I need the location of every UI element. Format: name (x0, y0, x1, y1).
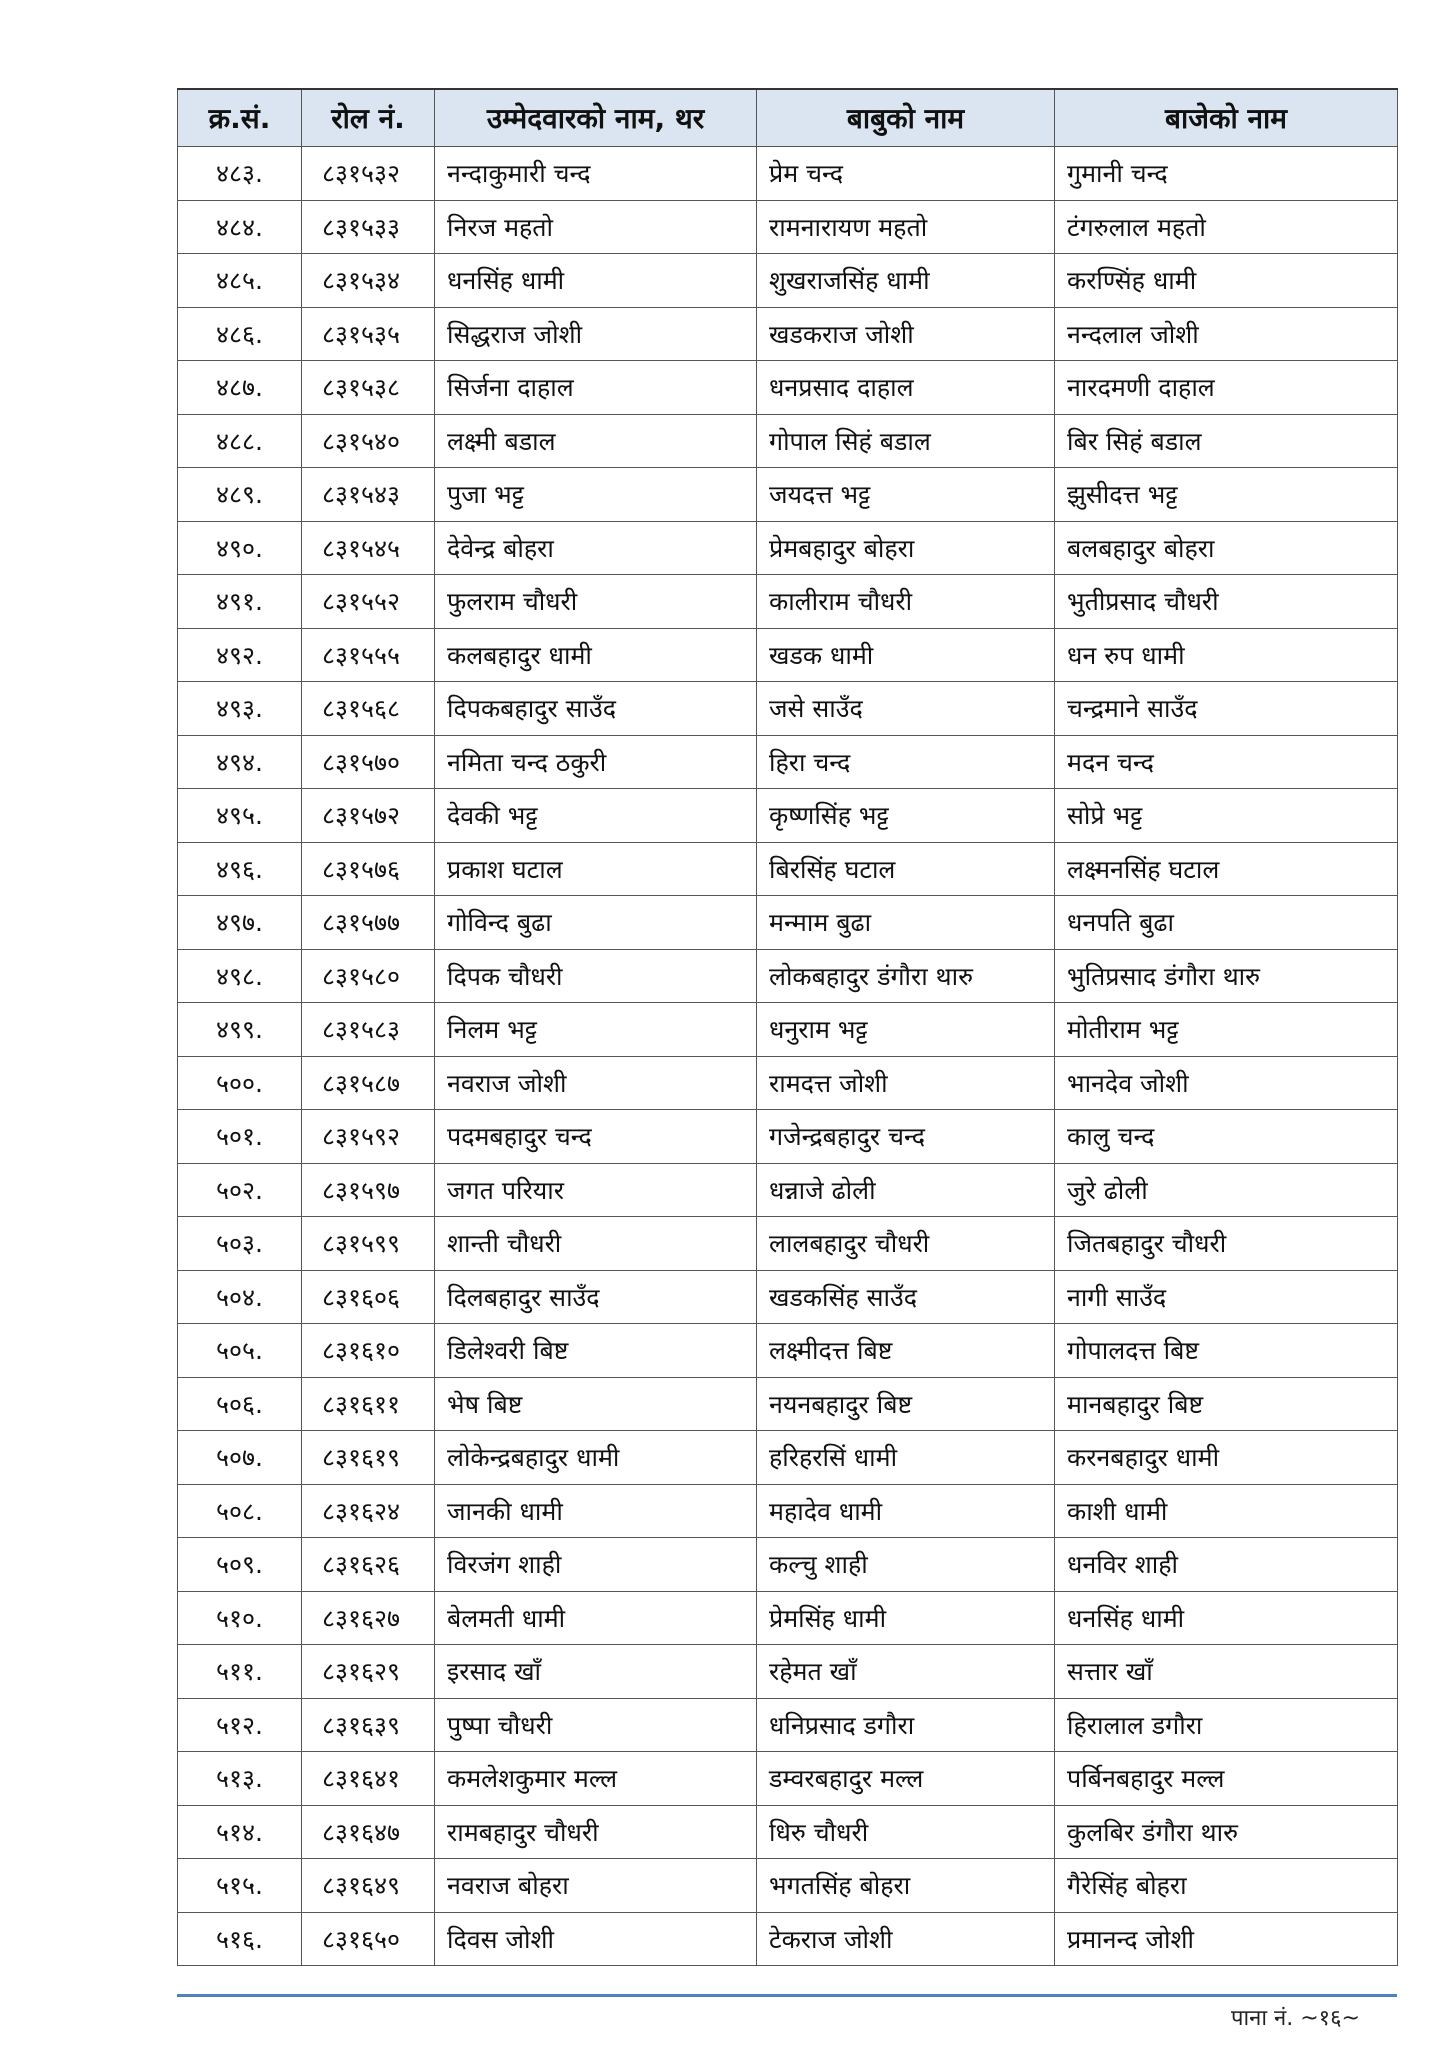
grandfather-name-cell: करण्सिंह धामी (1055, 254, 1398, 308)
father-name-cell: टेकराज जोशी (757, 1912, 1055, 1966)
grandfather-name-cell: जुरे ढोली (1055, 1163, 1398, 1217)
serial-number-cell: ४८५. (178, 254, 302, 308)
roll-number-cell: ८३१६२७ (302, 1591, 435, 1645)
serial-number-cell: ४९९. (178, 1003, 302, 1057)
candidate-name-cell: कमलेशकुमार मल्ल (435, 1752, 757, 1806)
grandfather-name-cell: गोपालदत्त बिष्ट (1055, 1324, 1398, 1378)
table-row (178, 147, 1398, 201)
header-roll-number: रोल नं. (302, 89, 435, 147)
roll-number-cell: ८३१५९९ (302, 1217, 435, 1271)
grandfather-name-cell: भानदेव जोशी (1055, 1056, 1398, 1110)
grandfather-name-cell: लक्ष्मनसिंह घटाल (1055, 842, 1398, 896)
roll-number-cell: ८३१६०६ (302, 1270, 435, 1324)
roll-number-cell: ८३१६२९ (302, 1645, 435, 1699)
serial-number-cell: ५१६. (178, 1912, 302, 1966)
serial-number-cell: ५१०. (178, 1591, 302, 1645)
candidate-name-cell: नवराज बोहरा (435, 1859, 757, 1913)
serial-number-cell: ५११. (178, 1645, 302, 1699)
roll-number-cell: ८३१६१९ (302, 1431, 435, 1485)
table-row (178, 361, 1398, 415)
grandfather-name-cell: भुतिप्रसाद डंगौरा थारु (1055, 949, 1398, 1003)
grandfather-name-cell: प्रमानन्द जोशी (1055, 1912, 1398, 1966)
father-name-cell: लोकबहादुर डंगौरा थारु (757, 949, 1055, 1003)
grandfather-name-cell: नन्दलाल जोशी (1055, 307, 1398, 361)
candidate-name-cell: दिवस जोशी (435, 1912, 757, 1966)
table-row (178, 1484, 1398, 1538)
table-row (178, 468, 1398, 522)
grandfather-name-cell: भुतीप्रसाद चौधरी (1055, 575, 1398, 629)
father-name-cell: कृष्णसिंह भट्ट (757, 789, 1055, 843)
father-name-cell: भगतसिंह बोहरा (757, 1859, 1055, 1913)
candidate-list-table (177, 88, 1398, 1966)
table-header (178, 89, 1398, 147)
roll-number-cell: ८३१५९७ (302, 1163, 435, 1217)
table-row (178, 1645, 1398, 1699)
grandfather-name-cell: धन रुप धामी (1055, 628, 1398, 682)
candidate-name-cell: कलबहादुर धामी (435, 628, 757, 682)
roll-number-cell: ८३१६४१ (302, 1752, 435, 1806)
table-row (178, 735, 1398, 789)
grandfather-name-cell: सत्तार खाँ (1055, 1645, 1398, 1699)
roll-number-cell: ८३१५३४ (302, 254, 435, 308)
table-row (178, 521, 1398, 575)
father-name-cell: रहेमत खाँ (757, 1645, 1055, 1699)
candidate-name-cell: दिपक चौधरी (435, 949, 757, 1003)
serial-number-cell: ५०८. (178, 1484, 302, 1538)
father-name-cell: जसे साउँद (757, 682, 1055, 736)
roll-number-cell: ८३१६११ (302, 1377, 435, 1431)
table-row (178, 307, 1398, 361)
roll-number-cell: ८३१६३९ (302, 1698, 435, 1752)
father-name-cell: लालबहादुर चौधरी (757, 1217, 1055, 1271)
table-row (178, 1859, 1398, 1913)
header-father-name: बाबुको नाम (757, 89, 1055, 147)
candidate-name-cell: देवकी भट्ट (435, 789, 757, 843)
father-name-cell: महादेव धामी (757, 1484, 1055, 1538)
roll-number-cell: ८३१५३५ (302, 307, 435, 361)
serial-number-cell: ४९२. (178, 628, 302, 682)
candidate-name-cell: बेलमती धामी (435, 1591, 757, 1645)
roll-number-cell: ८३१५४३ (302, 468, 435, 522)
candidate-name-cell: धनसिंह धामी (435, 254, 757, 308)
roll-number-cell: ८३१५४० (302, 414, 435, 468)
serial-number-cell: ४८६. (178, 307, 302, 361)
roll-number-cell: ८३१५८३ (302, 1003, 435, 1057)
father-name-cell: खडकराज जोशी (757, 307, 1055, 361)
table-row (178, 1591, 1398, 1645)
serial-number-cell: ४८९. (178, 468, 302, 522)
table-row (178, 1324, 1398, 1378)
father-name-cell: रामनारायण महतो (757, 200, 1055, 254)
grandfather-name-cell: सोप्रे भट्ट (1055, 789, 1398, 843)
candidate-name-cell: डिलेश्वरी बिष्ट (435, 1324, 757, 1378)
father-name-cell: बिरसिंह घटाल (757, 842, 1055, 896)
table-row (178, 896, 1398, 950)
serial-number-cell: ५१२. (178, 1698, 302, 1752)
serial-number-cell: ४८३. (178, 147, 302, 201)
table-row (178, 789, 1398, 843)
roll-number-cell: ८३१६४७ (302, 1805, 435, 1859)
father-name-cell: प्रेम चन्द (757, 147, 1055, 201)
father-name-cell: हिरा चन्द (757, 735, 1055, 789)
grandfather-name-cell: बलबहादुर बोहरा (1055, 521, 1398, 575)
roll-number-cell: ८३१५३३ (302, 200, 435, 254)
grandfather-name-cell: काशी धामी (1055, 1484, 1398, 1538)
grandfather-name-cell: धनविर शाही (1055, 1538, 1398, 1592)
father-name-cell: धिरु चौधरी (757, 1805, 1055, 1859)
grandfather-name-cell: कुलबिर डंगौरा थारु (1055, 1805, 1398, 1859)
grandfather-name-cell: जितबहादुर चौधरी (1055, 1217, 1398, 1271)
serial-number-cell: ४९६. (178, 842, 302, 896)
grandfather-name-cell: नागी साउँद (1055, 1270, 1398, 1324)
table-row (178, 200, 1398, 254)
grandfather-name-cell: झुसीदत्त भट्ट (1055, 468, 1398, 522)
serial-number-cell: ४९४. (178, 735, 302, 789)
candidate-name-cell: देवेन्द्र बोहरा (435, 521, 757, 575)
header-grandfather-name: बाजेको नाम (1055, 89, 1398, 147)
father-name-cell: लक्ष्मीदत्त बिष्ट (757, 1324, 1055, 1378)
roll-number-cell: ८३१५७० (302, 735, 435, 789)
footer-divider (177, 1994, 1397, 1997)
candidate-name-cell: नन्दाकुमारी चन्द (435, 147, 757, 201)
father-name-cell: मन्माम बुढा (757, 896, 1055, 950)
father-name-cell: जयदत्त भट्ट (757, 468, 1055, 522)
table-row (178, 1698, 1398, 1752)
serial-number-cell: ५०७. (178, 1431, 302, 1485)
table-row (178, 628, 1398, 682)
roll-number-cell: ८३१५३८ (302, 361, 435, 415)
candidate-name-cell: विरजंग शाही (435, 1538, 757, 1592)
father-name-cell: प्रेमबहादुर बोहरा (757, 521, 1055, 575)
roll-number-cell: ८३१६२४ (302, 1484, 435, 1538)
roll-number-cell: ८३१६४९ (302, 1859, 435, 1913)
roll-number-cell: ८३१५७७ (302, 896, 435, 950)
grandfather-name-cell: गुमानी चन्द (1055, 147, 1398, 201)
table-row (178, 1163, 1398, 1217)
table-row (178, 1752, 1398, 1806)
candidate-name-cell: रामबहादुर चौधरी (435, 1805, 757, 1859)
table-body (178, 147, 1398, 1966)
roll-number-cell: ८३१५५२ (302, 575, 435, 629)
candidate-name-cell: सिर्जना दाहाल (435, 361, 757, 415)
father-name-cell: शुखराजसिंह धामी (757, 254, 1055, 308)
father-name-cell: गजेन्द्रबहादुर चन्द (757, 1110, 1055, 1164)
table-row (178, 682, 1398, 736)
candidate-name-cell: फुलराम चौधरी (435, 575, 757, 629)
roll-number-cell: ८३१६१० (302, 1324, 435, 1378)
candidate-name-cell: निरज महतो (435, 200, 757, 254)
grandfather-name-cell: कालु चन्द (1055, 1110, 1398, 1164)
roll-number-cell: ८३१५५५ (302, 628, 435, 682)
candidate-name-cell: दिपकबहादुर साउँद (435, 682, 757, 736)
table-row (178, 1805, 1398, 1859)
roll-number-cell: ८३१५९२ (302, 1110, 435, 1164)
grandfather-name-cell: चन्द्रमाने साउँद (1055, 682, 1398, 736)
father-name-cell: खडकसिंह साउँद (757, 1270, 1055, 1324)
serial-number-cell: ५०९. (178, 1538, 302, 1592)
table-row (178, 1912, 1398, 1966)
father-name-cell: धन्नाजे ढोली (757, 1163, 1055, 1217)
roll-number-cell: ८३१६२६ (302, 1538, 435, 1592)
table-row (178, 254, 1398, 308)
father-name-cell: डम्वरबहादुर मल्ल (757, 1752, 1055, 1806)
serial-number-cell: ४९३. (178, 682, 302, 736)
table-row (178, 842, 1398, 896)
candidate-name-cell: नवराज जोशी (435, 1056, 757, 1110)
roll-number-cell: ८३१५७२ (302, 789, 435, 843)
candidate-name-cell: प्रकाश घटाल (435, 842, 757, 896)
grandfather-name-cell: टंगरुलाल महतो (1055, 200, 1398, 254)
serial-number-cell: ४९१. (178, 575, 302, 629)
serial-number-cell: ५०३. (178, 1217, 302, 1271)
candidate-name-cell: निलम भट्ट (435, 1003, 757, 1057)
candidate-name-cell: लोकेन्द्रबहादुर धामी (435, 1431, 757, 1485)
page-number: पाना नं. ~१६~ (1230, 2006, 1360, 2031)
serial-number-cell: ५०५. (178, 1324, 302, 1378)
candidate-name-cell: पुष्पा चौधरी (435, 1698, 757, 1752)
table-row (178, 1270, 1398, 1324)
candidate-name-cell: इरसाद खाँ (435, 1645, 757, 1699)
candidate-name-cell: जगत परियार (435, 1163, 757, 1217)
grandfather-name-cell: मोतीराम भट्ट (1055, 1003, 1398, 1057)
serial-number-cell: ५०२. (178, 1163, 302, 1217)
grandfather-name-cell: मदन चन्द (1055, 735, 1398, 789)
candidate-name-cell: गोविन्द बुढा (435, 896, 757, 950)
grandfather-name-cell: गैरेसिंह बोहरा (1055, 1859, 1398, 1913)
table-row (178, 1538, 1398, 1592)
grandfather-name-cell: हिरालाल डगौरा (1055, 1698, 1398, 1752)
candidate-name-cell: भेष बिष्ट (435, 1377, 757, 1431)
candidate-name-cell: पुजा भट्ट (435, 468, 757, 522)
father-name-cell: धनप्रसाद दाहाल (757, 361, 1055, 415)
table-row (178, 575, 1398, 629)
table-row (178, 1056, 1398, 1110)
candidate-name-cell: पदमबहादुर चन्द (435, 1110, 757, 1164)
grandfather-name-cell: बिर सिहं बडाल (1055, 414, 1398, 468)
serial-number-cell: ४८८. (178, 414, 302, 468)
candidate-name-cell: सिद्धराज जोशी (435, 307, 757, 361)
roll-number-cell: ८३१५८७ (302, 1056, 435, 1110)
header-candidate-name: उम्मेदवारको नाम, थर (435, 89, 757, 147)
table-row (178, 1003, 1398, 1057)
father-name-cell: कल्चु शाही (757, 1538, 1055, 1592)
serial-number-cell: ५००. (178, 1056, 302, 1110)
serial-number-cell: ४९०. (178, 521, 302, 575)
serial-number-cell: ४९८. (178, 949, 302, 1003)
father-name-cell: नयनबहादुर बिष्ट (757, 1377, 1055, 1431)
roll-number-cell: ८३१६५० (302, 1912, 435, 1966)
father-name-cell: गोपाल सिहं बडाल (757, 414, 1055, 468)
roll-number-cell: ८३१५७६ (302, 842, 435, 896)
candidate-name-cell: शान्ती चौधरी (435, 1217, 757, 1271)
roll-number-cell: ८३१५६८ (302, 682, 435, 736)
header-row (178, 89, 1398, 147)
header-serial-number: क्र.सं. (178, 89, 302, 147)
father-name-cell: प्रेमसिंह धामी (757, 1591, 1055, 1645)
serial-number-cell: ४८७. (178, 361, 302, 415)
candidate-name-cell: जानकी धामी (435, 1484, 757, 1538)
grandfather-name-cell: मानबहादुर बिष्ट (1055, 1377, 1398, 1431)
table-row (178, 1377, 1398, 1431)
roll-number-cell: ८३१५३२ (302, 147, 435, 201)
candidate-name-cell: लक्ष्मी बडाल (435, 414, 757, 468)
table-row (178, 1431, 1398, 1485)
serial-number-cell: ५०४. (178, 1270, 302, 1324)
roll-number-cell: ८३१५४५ (302, 521, 435, 575)
serial-number-cell: ५१५. (178, 1859, 302, 1913)
father-name-cell: कालीराम चौधरी (757, 575, 1055, 629)
serial-number-cell: ५१४. (178, 1805, 302, 1859)
father-name-cell: रामदत्त जोशी (757, 1056, 1055, 1110)
table-row (178, 414, 1398, 468)
father-name-cell: हरिहरसिं धामी (757, 1431, 1055, 1485)
serial-number-cell: ५०१. (178, 1110, 302, 1164)
candidate-name-cell: दिलबहादुर साउँद (435, 1270, 757, 1324)
serial-number-cell: ५१३. (178, 1752, 302, 1806)
serial-number-cell: ४९७. (178, 896, 302, 950)
father-name-cell: खडक धामी (757, 628, 1055, 682)
roll-number-cell: ८३१५८० (302, 949, 435, 1003)
table-row (178, 1110, 1398, 1164)
candidate-name-cell: नमिता चन्द ठकुरी (435, 735, 757, 789)
table-row (178, 949, 1398, 1003)
father-name-cell: धनुराम भट्ट (757, 1003, 1055, 1057)
table-row (178, 1217, 1398, 1271)
grandfather-name-cell: करनबहादुर धामी (1055, 1431, 1398, 1485)
grandfather-name-cell: धनसिंह धामी (1055, 1591, 1398, 1645)
grandfather-name-cell: पर्बिनबहादुर मल्ल (1055, 1752, 1398, 1806)
grandfather-name-cell: नारदमणी दाहाल (1055, 361, 1398, 415)
serial-number-cell: ४८४. (178, 200, 302, 254)
serial-number-cell: ५०६. (178, 1377, 302, 1431)
father-name-cell: धनिप्रसाद डगौरा (757, 1698, 1055, 1752)
serial-number-cell: ४९५. (178, 789, 302, 843)
grandfather-name-cell: धनपति बुढा (1055, 896, 1398, 950)
